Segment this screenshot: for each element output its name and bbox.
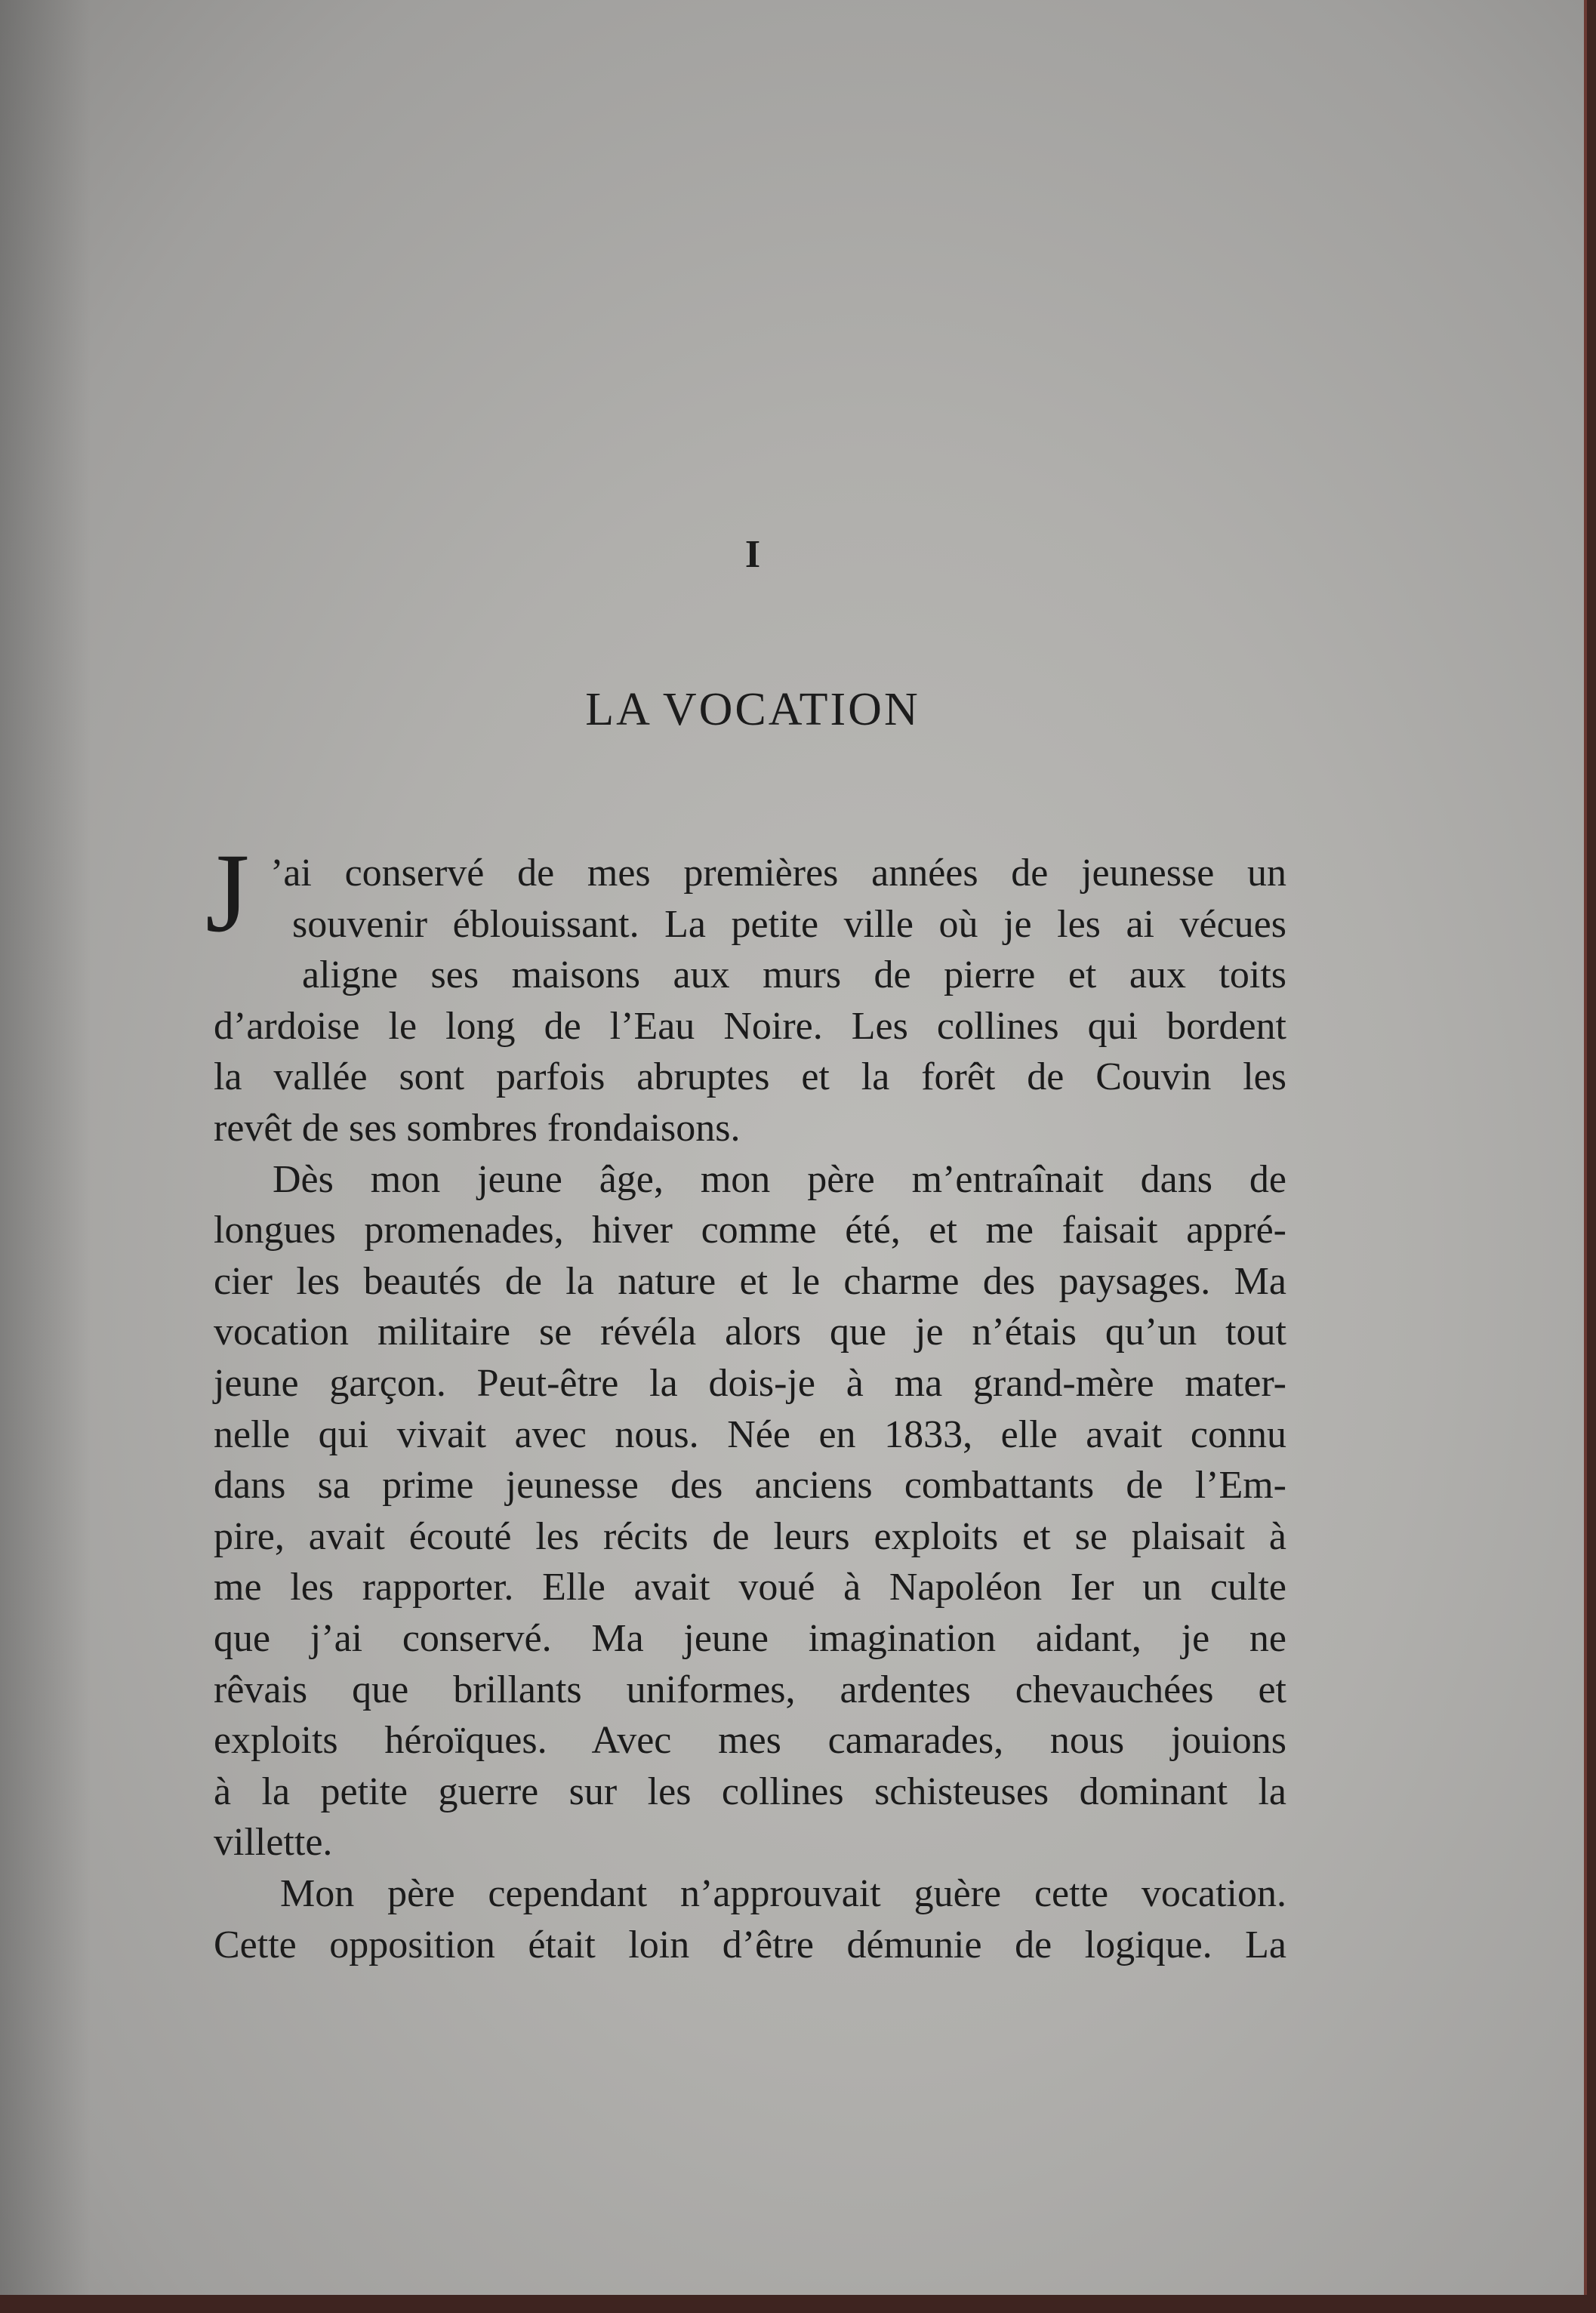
- text-line: la vallée sont parfois abruptes et la forêt de Couvin les: [214, 1055, 1286, 1099]
- text-line: dans sa prime jeunesse des anciens combattants de l’Em-: [214, 1464, 1286, 1508]
- text-line: villette.: [214, 1821, 333, 1865]
- text-line: revêt de ses sombres frondaisons.: [214, 1107, 741, 1150]
- text-line: que j’ai conservé. Ma jeune imagination aidant, je ne: [214, 1617, 1286, 1660]
- chapter-number: I: [744, 533, 761, 576]
- text-line: me les rapporter. Elle avait voué à Napoléon Ier un culte: [214, 1566, 1286, 1609]
- text-line: pire, avait écouté les récits de leurs exploits et se plaisait à: [214, 1514, 1286, 1558]
- text-line: exploits héroïques. Avec mes camarades, nous jouions: [214, 1719, 1286, 1763]
- text-line: d’ardoise le long de l’Eau Noire. Les collines qui bordent: [214, 1004, 1286, 1048]
- text-line: Mon père cependant n’approuvait guère cette vocation.: [280, 1872, 1286, 1915]
- text-line: aligne ses maisons aux murs de pierre et aux toits: [302, 953, 1286, 997]
- text-line: vocation militaire se révéla alors que je n’étais qu’un tout: [214, 1310, 1286, 1354]
- text-line: à la petite guerre sur les collines schisteuses dominant la: [214, 1769, 1286, 1813]
- text-line: nelle qui vivait avec nous. Née en 1833, elle avait connu: [214, 1412, 1286, 1456]
- text-line: souvenir éblouissant. La petite ville où je les ai vécues: [292, 902, 1286, 946]
- drop-cap: J: [205, 830, 250, 956]
- text-line: cier les beautés de la nature et le charme des paysages. Ma: [214, 1259, 1286, 1303]
- text-line: Cette opposition était loin d’être démunie de logique. La: [214, 1923, 1286, 1967]
- text-line: rêvais que brillants uniformes, ardentes chevauchées et: [214, 1668, 1286, 1711]
- text-line: longues promenades, hiver comme été, et me faisait appré-: [214, 1209, 1286, 1252]
- chapter-title: LA VOCATION: [585, 684, 920, 735]
- text-line: jeune garçon. Peut-être la dois-je à ma grand-mère mater-: [214, 1362, 1286, 1405]
- text-line: Dès mon jeune âge, mon père m’entraînait dans de: [273, 1157, 1286, 1201]
- text-line: ’ai conservé de mes premières années de jeunesse un: [270, 852, 1286, 895]
